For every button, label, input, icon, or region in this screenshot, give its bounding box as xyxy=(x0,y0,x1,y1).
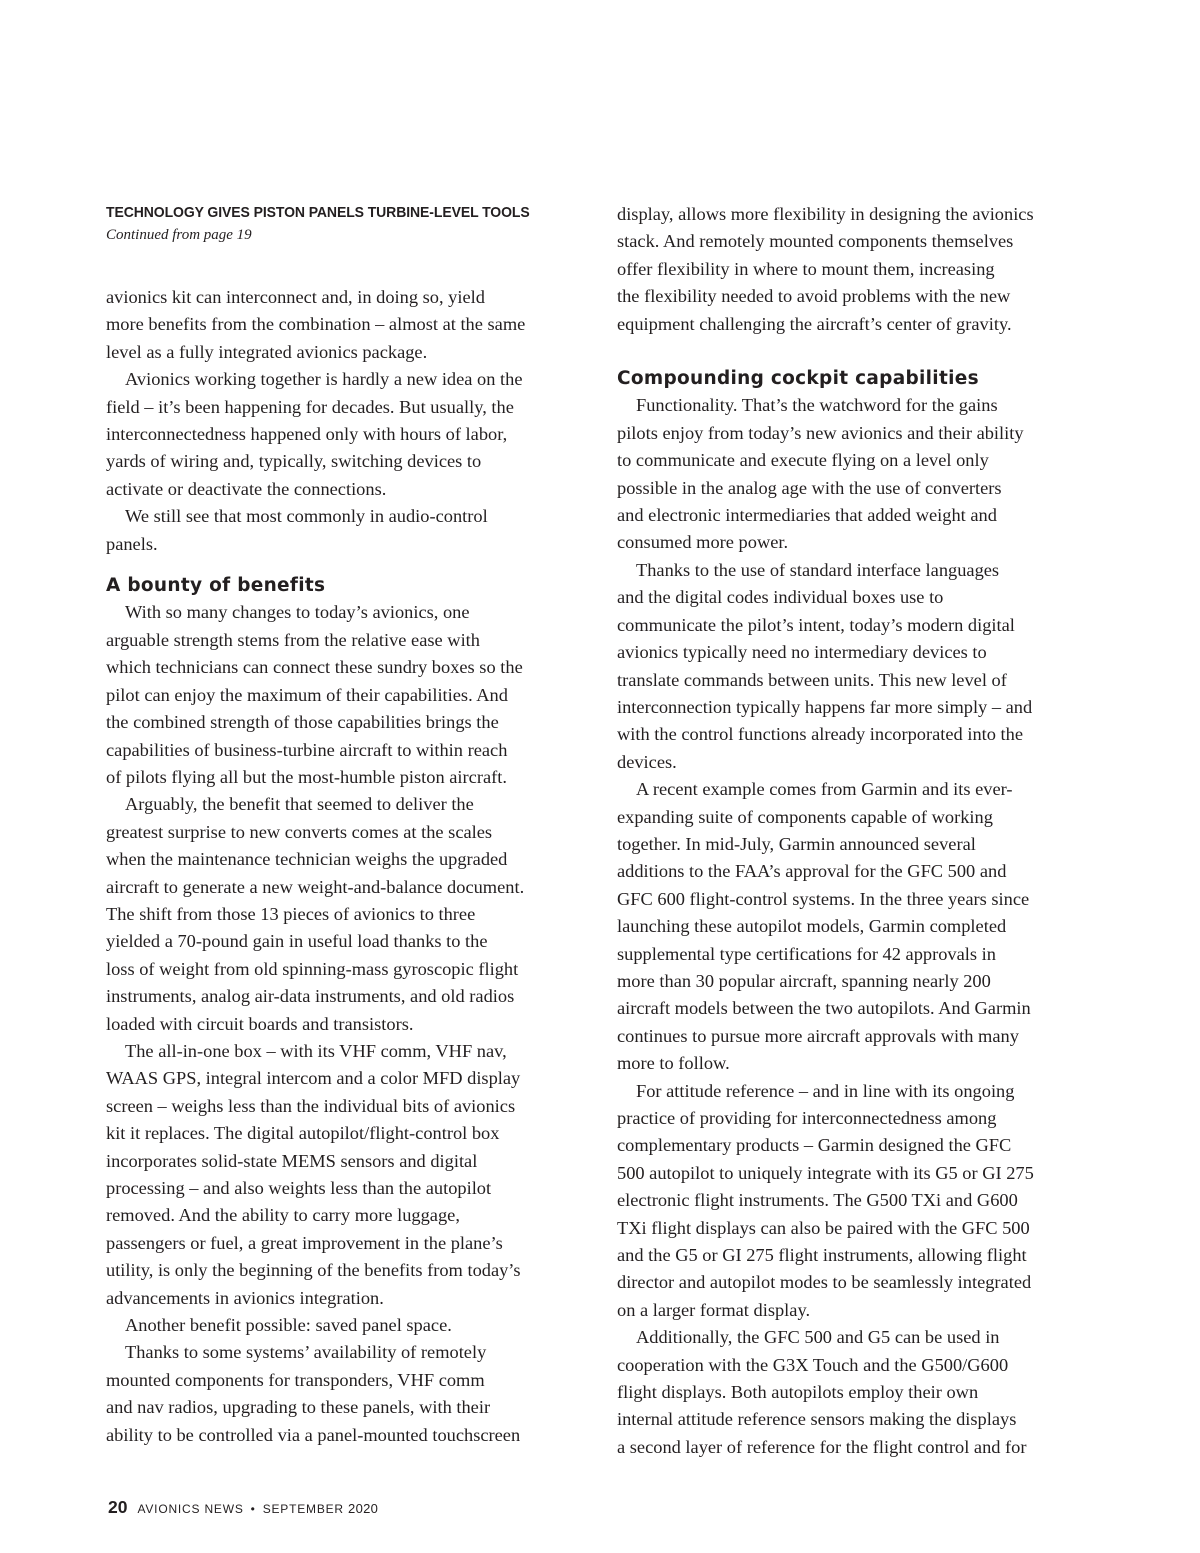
text-line: communicate the pilot’s intent, today’s modern digital xyxy=(617,614,1015,635)
text-line: aircraft to generate a new weight-and-balance document. xyxy=(106,876,525,897)
text-line: processing – and also weights less than the autopilot xyxy=(106,1178,492,1198)
text-line: more benefits from the combination – almost at the same xyxy=(106,314,526,335)
paragraph xyxy=(106,284,586,366)
text-line: The all-in-one box – with its VHF comm, VHF nav, xyxy=(125,1040,507,1061)
text-line: advancements in avionics integration. xyxy=(106,1287,384,1308)
text-line: screen – weighs less than the individual bits of avionics xyxy=(106,1095,516,1116)
text-line: together. In mid-July, Garmin announced several xyxy=(617,833,976,854)
page-footer xyxy=(108,1497,378,1518)
text-line: to communicate and execute flying on a level only xyxy=(617,450,989,471)
text-line: expanding suite of components capable of working xyxy=(617,806,993,827)
text-line: utility, is only the beginning of the benefits from today’s xyxy=(106,1260,521,1281)
text-line: director and autopilot modes to be seamlessly integrated xyxy=(617,1272,1032,1293)
text-line: removed. And the ability to carry more luggage, xyxy=(106,1205,460,1226)
text-line: avionics typically need no intermediary devices to xyxy=(617,642,987,663)
text-line: the combined strength of those capabilities brings the xyxy=(106,712,499,733)
section-heading: Compounding cockpit capabilities xyxy=(617,368,979,390)
text-line: kit it replaces. The digital autopilot/flight-control box xyxy=(106,1123,500,1144)
text-line: GFC 600 flight-control systems. In the three years since xyxy=(617,888,1030,909)
section-heading: A bounty of benefits xyxy=(106,575,326,597)
text-line: Another benefit possible: saved panel space. xyxy=(125,1315,452,1336)
text-line: greatest surprise to new converts comes at the scales xyxy=(106,821,493,842)
paragraph xyxy=(106,1312,586,1339)
text-line: electronic flight instruments. The G500 TXi and G600 xyxy=(617,1190,1018,1211)
text-line: with the control functions already incorporated into the xyxy=(617,724,1024,745)
text-line: loss of weight from old spinning-mass gyroscopic flight xyxy=(106,958,519,979)
text-line: For attitude reference – and in line with its ongoing xyxy=(636,1080,1015,1101)
left-column xyxy=(106,284,586,1449)
text-line: flight displays. Both autopilots employ their own xyxy=(617,1382,979,1403)
text-line: continues to pursue more aircraft approvals with many xyxy=(617,1025,1019,1046)
text-line: when the maintenance technician weighs the upgraded xyxy=(106,849,508,870)
text-line: ability to be controlled via a panel-mounted touchscreen xyxy=(106,1424,521,1445)
text-line: interconnectedness happened only with hours of labor, xyxy=(106,424,508,445)
publication-name: AVIONICS NEWS xyxy=(137,1502,244,1516)
text-line: We still see that most commonly in audio-control xyxy=(125,506,488,527)
paragraph xyxy=(106,503,586,558)
text-line: more than 30 popular aircraft, spanning nearly 200 xyxy=(617,970,991,991)
paragraph xyxy=(106,791,586,1038)
text-line: launching these autopilot models, Garmin completed xyxy=(617,916,1007,937)
text-line: 500 autopilot to uniquely integrate with its G5 or GI 275 xyxy=(617,1162,1034,1183)
paragraph xyxy=(617,557,1097,776)
text-line: TXi flight displays can also be paired with the GFC 500 xyxy=(617,1217,1030,1238)
text-line: display, allows more flexibility in designing the avionics xyxy=(617,204,1034,224)
text-line: on a larger format display. xyxy=(617,1299,811,1320)
text-line: possible in the analog age with the use of converters xyxy=(617,477,1002,498)
text-line: complementary products – Garmin designed the GFC xyxy=(617,1135,1012,1156)
paragraph xyxy=(617,392,1097,556)
text-line: and electronic intermediaries that added weight and xyxy=(617,505,997,526)
paragraph xyxy=(617,201,1097,338)
text-line: passengers or fuel, a great improvement in the plane’s xyxy=(106,1232,503,1253)
text-line: equipment challenging the aircraft’s center of gravity. xyxy=(617,313,1012,334)
text-line: a second layer of reference for the flight control and for xyxy=(617,1436,1027,1457)
text-line: aircraft models between the two autopilots. And Garmin xyxy=(617,998,1031,1019)
text-line: internal attitude reference sensors making the displays xyxy=(617,1409,1017,1430)
text-line: translate commands between units. This new level of xyxy=(617,669,1007,690)
text-line: supplemental type certifications for 42 approvals in xyxy=(617,943,996,964)
issue-month: SEPTEMBER xyxy=(262,1502,344,1516)
text-line: Thanks to the use of standard interface languages xyxy=(636,559,1000,580)
text-line: instruments, analog air-data instruments, and old radios xyxy=(106,986,515,1007)
text-line: Functionality. That’s the watchword for the gains xyxy=(636,395,998,416)
text-line: incorporates solid-state MEMS sensors and digital xyxy=(106,1150,478,1171)
text-line: additions to the FAA’s approval for the GFC 500 and xyxy=(617,861,1007,882)
article-kicker: TECHNOLOGY GIVES PISTON PANELS TURBINE-LEVEL TOOLS xyxy=(106,205,530,221)
paragraph xyxy=(617,776,1097,1077)
paragraph xyxy=(617,1078,1097,1325)
text-line: consumed more power. xyxy=(617,532,789,553)
text-line: more to follow. xyxy=(617,1053,730,1074)
text-line: yielded a 70-pound gain in useful load thanks to the xyxy=(106,931,488,952)
text-line: Additionally, the GFC 500 and G5 can be used in xyxy=(636,1327,1000,1348)
text-line: Arguably, the benefit that seemed to deliver the xyxy=(125,794,474,815)
text-line: and the G5 or GI 275 flight instruments, allowing flight xyxy=(617,1245,1027,1266)
text-line: Thanks to some systems’ availability of remotely xyxy=(125,1342,487,1363)
text-line: activate or deactivate the connections. xyxy=(106,478,387,499)
text-line: of pilots flying all but the most-humble piston aircraft. xyxy=(106,766,507,787)
text-line: WAAS GPS, integral intercom and a color MFD display xyxy=(106,1068,521,1089)
text-line: capabilities of business-turbine aircraft to within reach xyxy=(106,739,508,760)
text-line: arguable strength stems from the relative ease with xyxy=(106,629,480,650)
text-line: and the digital codes individual boxes use to xyxy=(617,587,944,608)
paragraph xyxy=(617,1324,1097,1461)
bullet-separator: • xyxy=(250,1502,256,1516)
text-line: the flexibility needed to avoid problems with the new xyxy=(617,286,1011,307)
text-line: A recent example comes from Garmin and its ever- xyxy=(636,779,1013,800)
text-line: The shift from those 13 pieces of avionics to three xyxy=(106,903,476,924)
text-line: yards of wiring and, typically, switching devices to xyxy=(106,451,482,472)
text-line: With so many changes to today’s avionics, one xyxy=(125,602,470,623)
text-line: field – it’s been happening for decades. But usually, the xyxy=(106,396,514,417)
paragraph xyxy=(106,599,586,791)
paragraph xyxy=(106,366,586,503)
text-line: Avionics working together is hardly a new idea on the xyxy=(125,369,523,390)
text-line: devices. xyxy=(617,751,677,772)
continued-from-note: Continued from page 19 xyxy=(106,227,252,243)
text-line: stack. And remotely mounted components themselves xyxy=(617,231,1014,252)
paragraph xyxy=(106,1038,586,1312)
right-column xyxy=(617,201,1097,1461)
text-line: avionics kit can interconnect and, in doing so, yield xyxy=(106,287,485,307)
text-line: cooperation with the G3X Touch and the G500/G600 xyxy=(617,1354,1009,1375)
text-line: offer flexibility in where to mount them, increasing xyxy=(617,258,995,279)
page-number: 20 xyxy=(108,1497,128,1517)
text-line: which technicians can connect these sundry boxes so the xyxy=(106,657,523,678)
text-line: level as a fully integrated avionics package. xyxy=(106,341,428,362)
text-line: loaded with circuit boards and transistors. xyxy=(106,1013,414,1034)
text-line: pilot can enjoy the maximum of their capabilities. And xyxy=(106,684,508,705)
text-line: panels. xyxy=(106,533,158,554)
paragraph xyxy=(106,1339,586,1449)
text-line: pilots enjoy from today’s new avionics and their ability xyxy=(617,422,1024,443)
text-line: and nav radios, upgrading to these panels, with their xyxy=(106,1397,491,1418)
issue-year: 2020 xyxy=(348,1501,379,1516)
text-line: interconnection typically happens far more simply – and xyxy=(617,696,1033,717)
text-line: practice of providing for interconnectedness among xyxy=(617,1108,997,1128)
text-line: mounted components for transponders, VHF comm xyxy=(106,1369,485,1390)
